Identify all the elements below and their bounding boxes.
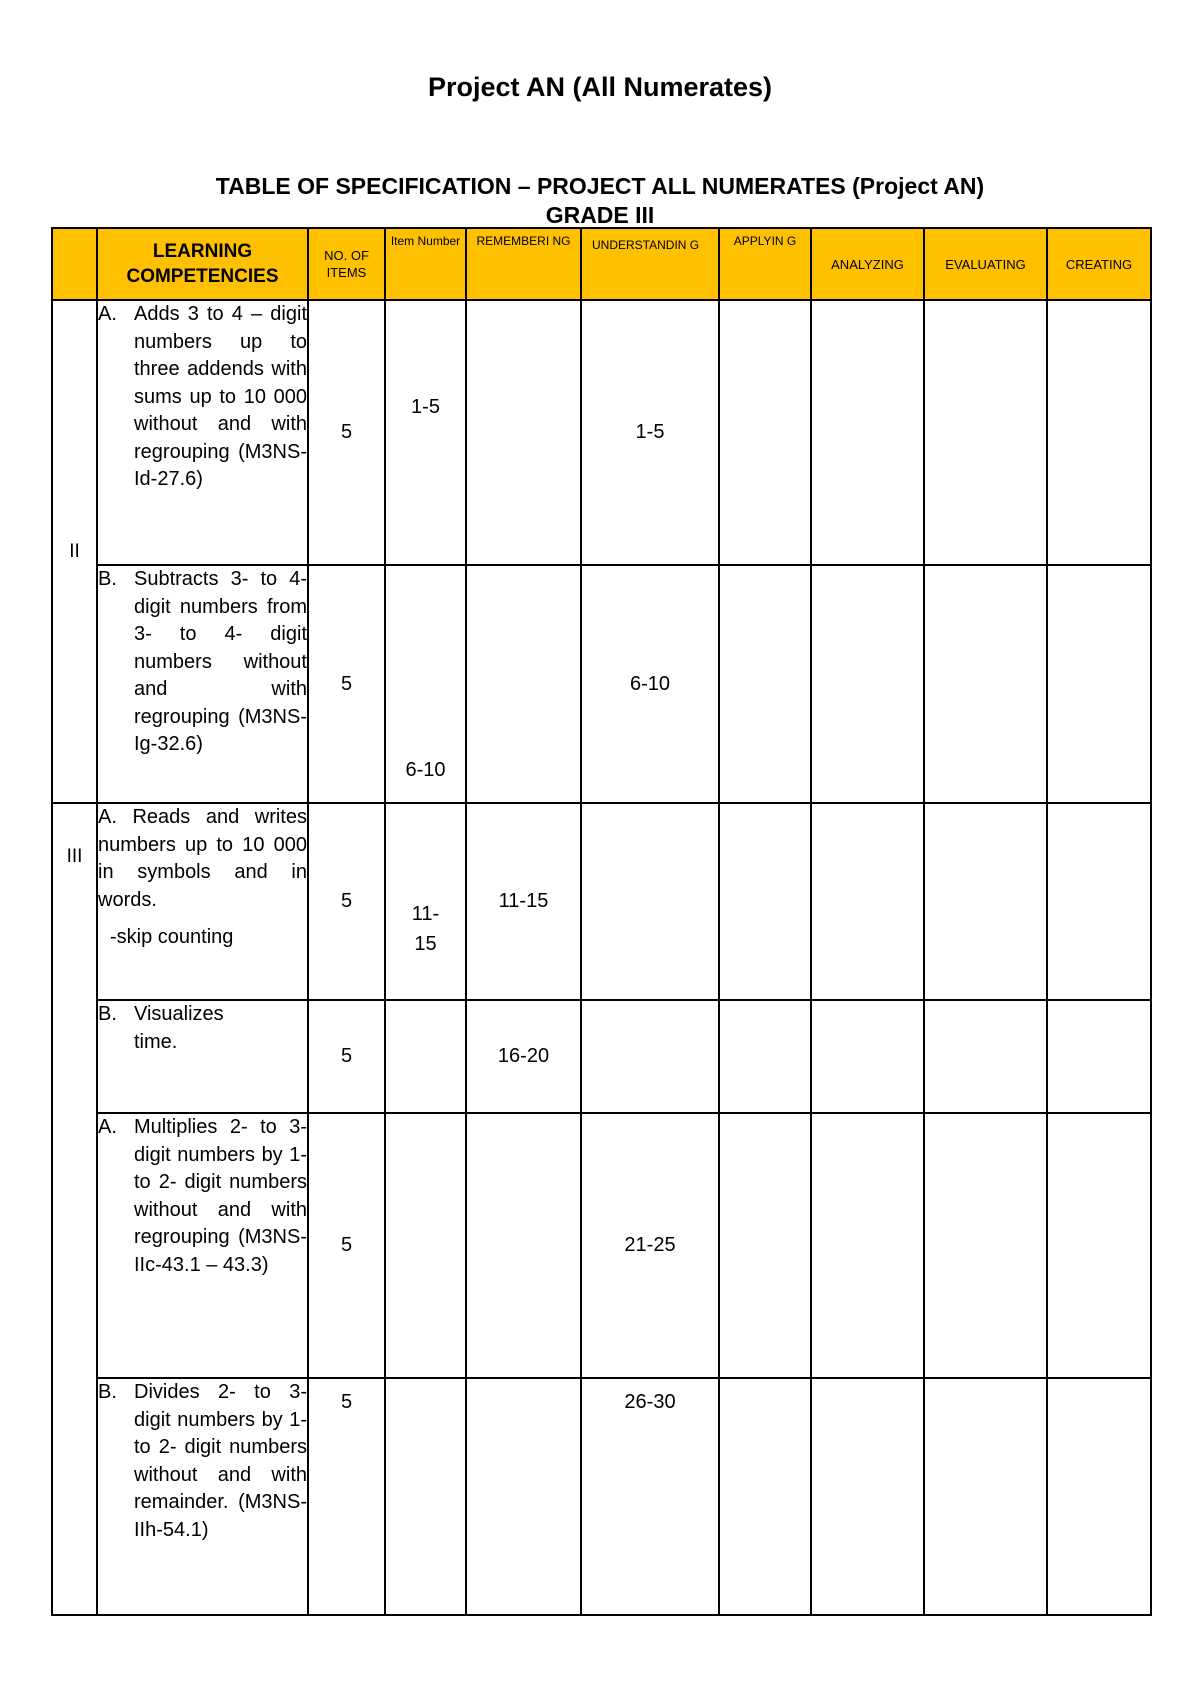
competency-text: Divides 2- to 3- digit numbers by 1- to 2- digit numbers without and with remainder. (M3NS-IIh-54.1) [134,1381,307,1541]
table-row [52,565,1151,803]
items-count: 5 [308,803,385,1000]
evaluating-cell [924,1000,1047,1113]
understanding-cell: 26-30 [581,1378,719,1615]
header-remembering: REMEMBERI NG [466,228,581,300]
header-row [52,228,1151,300]
analyzing-cell [811,565,924,803]
remembering-cell [466,300,581,565]
competency-cell [97,803,308,1000]
item-number [385,1378,466,1615]
header-analyzing: ANALYZING [811,228,924,300]
competency-text: Multiplies 2- to 3- digit numbers by 1- to 2- digit numbers without and with regrouping (M3NS-IIc-43.1 – 43.3) [134,1116,307,1276]
evaluating-cell [924,1378,1047,1615]
creating-cell [1047,300,1151,565]
table-title-line-1: TABLE OF SPECIFICATION – PROJECT ALL NUMERATES (Project AN) [215,173,985,199]
creating-cell [1047,1000,1151,1113]
applying-cell [719,565,811,803]
remembering-cell [466,1113,581,1378]
competency-label: A. [98,1116,117,1138]
header-applying: APPLYIN G [719,228,811,300]
competency-text: Adds 3 to 4 – digit numbers up to three addends with sums up to 10 000 without and with regrouping (M3NS-Id-27.6) [134,303,307,490]
understanding-cell: 21-25 [581,1113,719,1378]
item-number [385,1000,466,1113]
remembering-cell [466,565,581,803]
remembering-cell: 11-15 [466,803,581,1000]
header-learning-competencies: LEARNING COMPETENCIES [97,228,308,300]
document-title: Project AN (All Numerates) [427,72,773,102]
analyzing-cell [811,803,924,1000]
evaluating-cell [924,803,1047,1000]
evaluating-cell [924,300,1047,565]
table-title-line-2: GRADE III [545,202,655,228]
analyzing-cell [811,300,924,565]
item-number: 11-15 [385,803,466,1000]
header-understanding: UNDERSTANDIN G [581,228,719,300]
quarter-cell [52,803,97,1615]
applying-cell [719,300,811,565]
quarter-label: II [69,540,80,562]
header-evaluating: EVALUATING [924,228,1047,300]
creating-cell [1047,565,1151,803]
competency-label: B. [98,568,117,590]
understanding-cell [581,803,719,1000]
items-count: 5 [308,1000,385,1113]
applying-cell [719,1000,811,1113]
applying-cell [719,803,811,1000]
competency-text: Subtracts 3- to 4- digit numbers from 3- to 4- digit numbers without and with regrouping (M3NS-Ig-32.6) [134,568,307,755]
analyzing-cell [811,1378,924,1615]
remembering-cell: 16-20 [466,1000,581,1113]
quarter-label: III [66,846,83,867]
competency-label: A. [98,806,117,828]
analyzing-cell [811,1113,924,1378]
creating-cell [1047,803,1151,1000]
competency-text: Visualizes time. [134,1003,224,1053]
competency-cell [97,1113,308,1378]
item-number: 6-10 [385,565,466,803]
understanding-cell: 6-10 [581,565,719,803]
items-count: 5 [308,1378,385,1615]
header-creating: CREATING [1047,228,1151,300]
competency-cell [97,1378,308,1615]
analyzing-cell [811,1000,924,1113]
header-no-of-items: NO. OF ITEMS [308,228,385,300]
items-count: 5 [308,300,385,565]
quarter-cell [52,300,97,803]
applying-cell [719,1113,811,1378]
items-count: 5 [308,565,385,803]
creating-cell [1047,1113,1151,1378]
remembering-cell [466,1378,581,1615]
table-row [52,1378,1151,1615]
table-title [0,172,1200,230]
items-count: 5 [308,1113,385,1378]
applying-cell [719,1378,811,1615]
understanding-cell: 1-5 [581,300,719,565]
creating-cell [1047,1378,1151,1615]
table-row [52,300,1151,565]
competency-cell [97,300,308,565]
item-number [385,1113,466,1378]
understanding-cell [581,1000,719,1113]
table-row [52,1113,1151,1378]
competency-label: B. [98,1381,117,1403]
evaluating-cell [924,565,1047,803]
competency-text: Reads and writes numbers up to 10 000 in symbols and in words. [98,806,307,911]
competency-cell [97,565,308,803]
competency-label: B. [98,1003,117,1025]
header-quarter [52,228,97,300]
table-row [52,1000,1151,1113]
evaluating-cell [924,1113,1047,1378]
specification-table [51,227,1152,1616]
table-row [52,803,1151,1000]
competency-note: -skip counting [110,926,234,948]
competency-label: A. [98,303,117,325]
item-number: 1-5 [385,300,466,565]
competency-cell [97,1000,308,1113]
header-item-number: Item Number [385,228,466,300]
